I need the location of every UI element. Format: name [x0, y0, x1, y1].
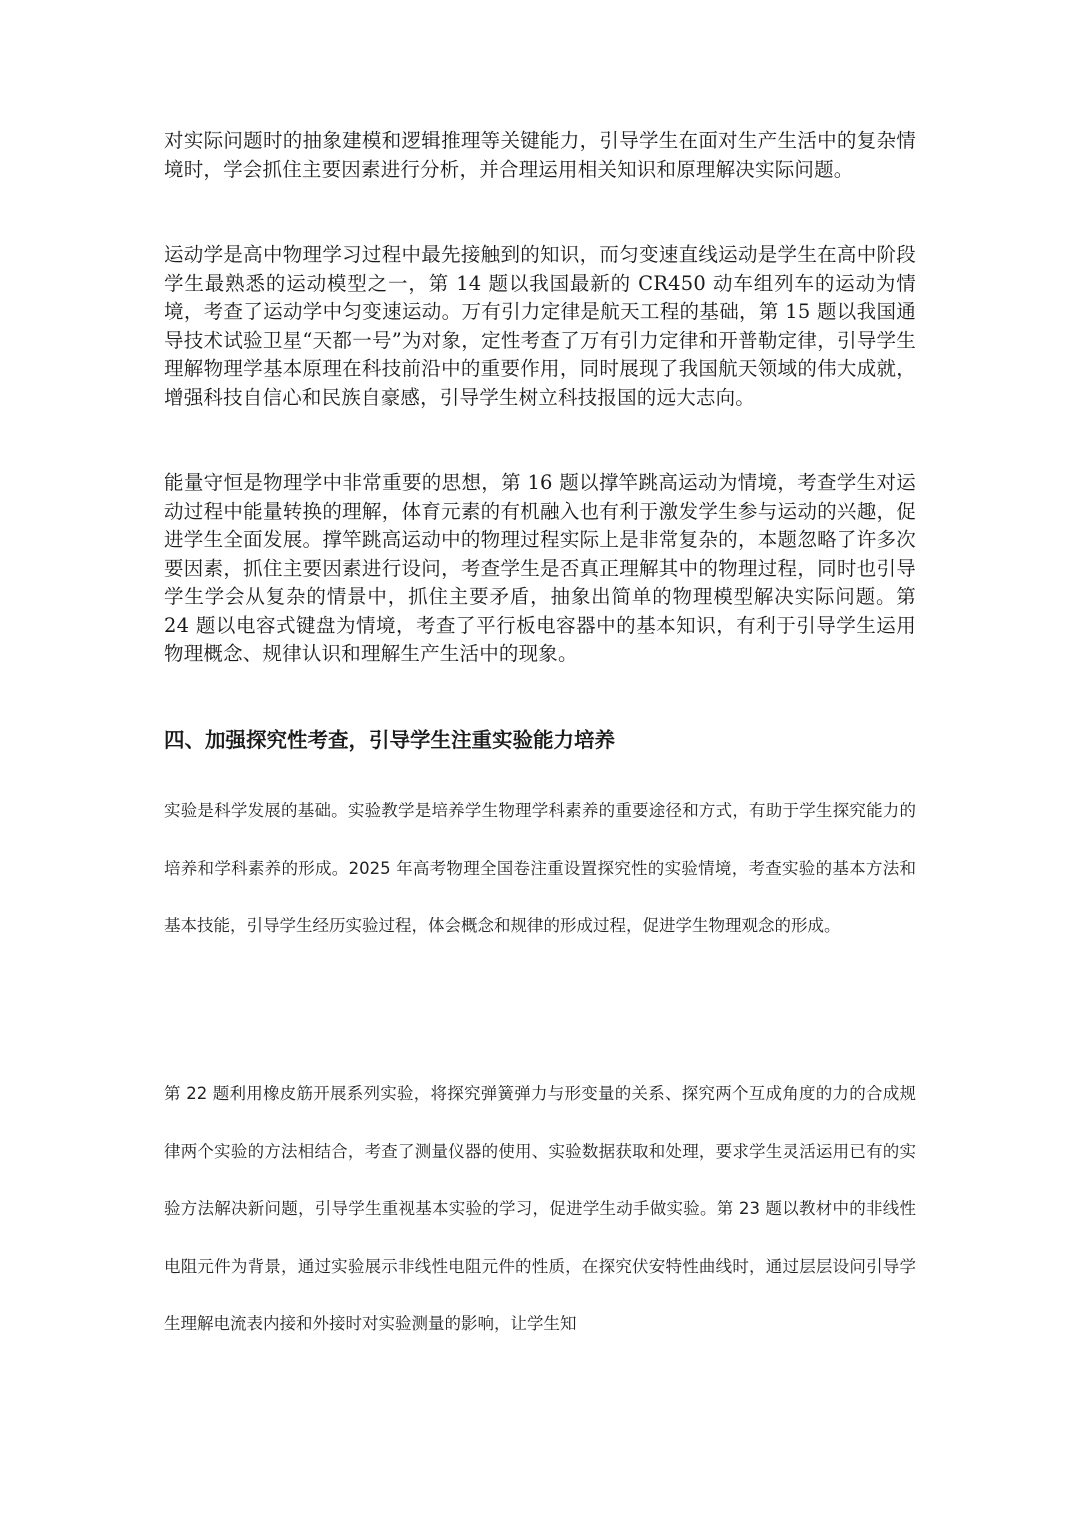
section-heading: 四、加强探究性考查，引导学生注重实验能力培养 [164, 728, 615, 752]
paragraph-kinematics: 运动学是高中物理学习过程中最先接触到的知识，而匀变速直线运动是学生在高中阶段学生最熟悉的运动模型之一，第 14 题以我国最新的 CR450 动车组列车的运动为情境，考查了运动学中匀变速运动。万有引力定律是航天工程的基础，第 15 题以我国通导技术试验卫星“天都一号”为对象，定性考查了万有引力定律和开普勒定律，引导学生理解物理学基本原理在科技前沿中的重要作用，同时展现了我国航天领域的伟大成就，增强科技自信心和民族自豪感，引导学生树立科技报国的远大志向。 [164, 243, 916, 409]
paragraph-experiments-22-23: 第 22 题利用橡皮筋开展系列实验，将探究弹簧弹力与形变量的关系、探究两个互成角度的力的合成规律两个实验的方法相结合，考查了测量仪器的使用、实验数据获取和处理，要求学生灵活运用已有的实验方法解决新问题，引导学生重视基本实验的学习，促进学生动手做实验。第 23 题以教材中的非线性电阻元件为背景，通过实验展示非线性电阻元件的性质，在探究伏安特性曲线时，通过层层设问引导学生理解电流表内接和外接时对实验测量的影响，让学生知 [164, 1084, 916, 1333]
paragraph-energy-conservation: 能量守恒是物理学中非常重要的思想，第 16 题以撑竿跳高运动为情境，考查学生对运动过程中能量转换的理解，体育元素的有机融入也有利于激发学生参与运动的兴趣，促进学生全面发展。撑竿跳高运动中的物理过程实际上是非常复杂的，本题忽略了许多次要因素，抓住主要因素进行设问，考查学生是否真正理解其中的物理过程，同时也引导学生学会从复杂的情景中，抓住主要矛盾，抽象出简单的物理模型解决实际问题。第 24 题以电容式键盘为情境，考查了平行板电容器中的基本知识，有利于引导学生运用物理概念、规律认识和理解生产生活中的现象。 [164, 471, 916, 665]
paragraph-abstract-modeling: 对实际问题时的抽象建模和逻辑推理等关键能力，引导学生在面对生产生活中的复杂情境时，学会抓住主要因素进行分析，并合理运用相关知识和原理解决实际问题。 [164, 129, 916, 181]
paragraph-experiment-intro: 实验是科学发展的基础。实验教学是培养学生物理学科素养的重要途径和方式，有助于学生探究能力的培养和学科素养的形成。2025 年高考物理全国卷注重设置探究性的实验情境，考查实验的基本方法和基本技能，引导学生经历实验过程，体会概念和规律的形成过程，促进学生物理观念的形成。 [164, 801, 916, 935]
